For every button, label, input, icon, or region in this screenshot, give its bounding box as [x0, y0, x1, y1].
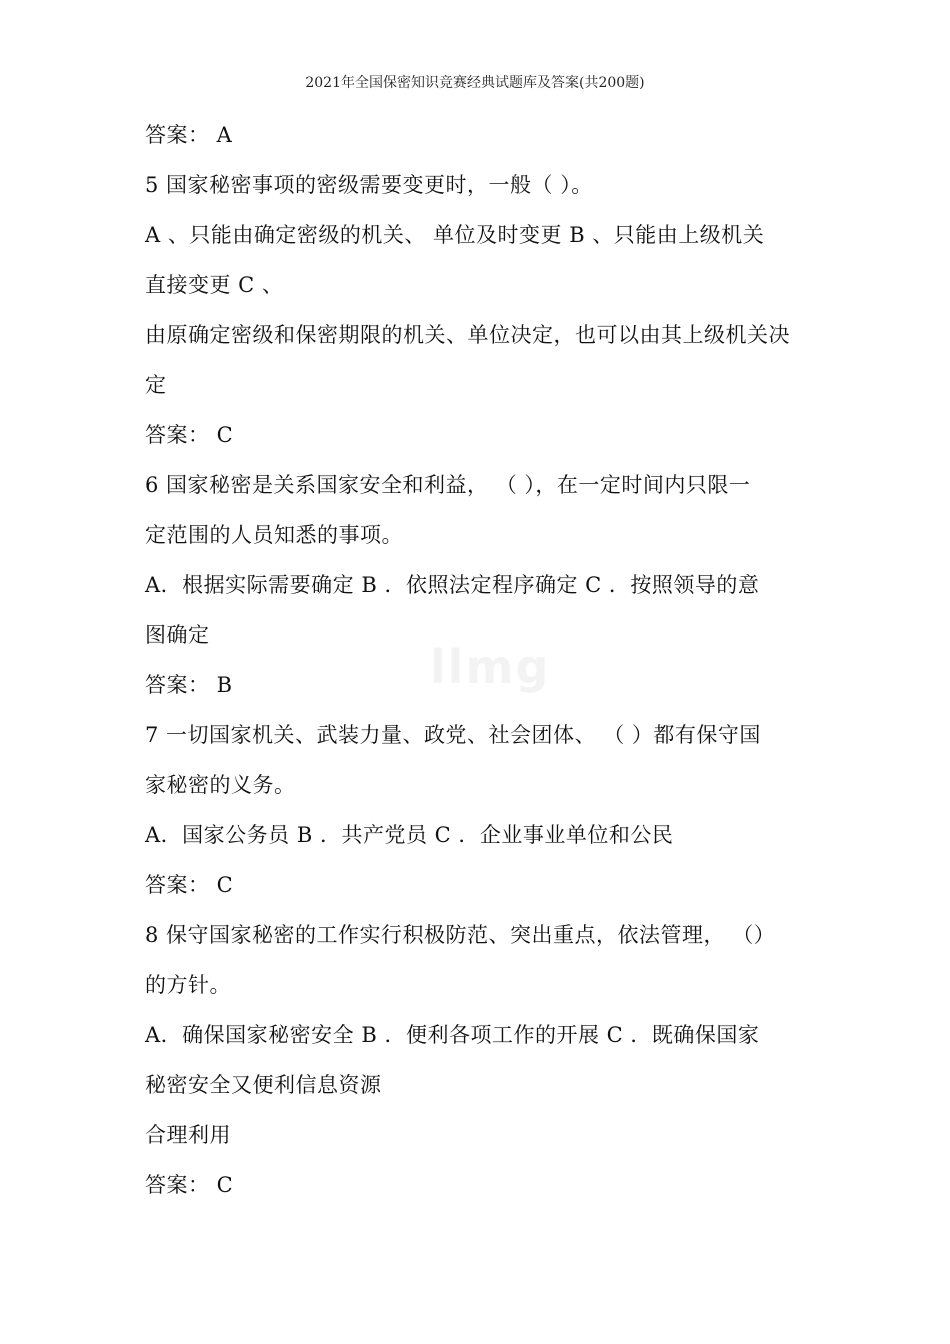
watermark: llmg — [430, 640, 551, 694]
question-line: 5 国家秘密事项的密级需要变更时，一般（ ）。 — [145, 173, 593, 197]
options-line: 定 — [145, 373, 167, 397]
options-line: A 、只能由确定密级的机关、 单位及时变更 B 、只能由上级机关 — [145, 223, 765, 247]
options-line: 秘密安全又便利信息资源 — [145, 1073, 382, 1097]
question-line: 7 一切国家机关、武装力量、政党、社会团体、 （ ）都有保守国 — [145, 723, 761, 747]
document-body — [145, 120, 825, 1220]
answer-line: 答案： C — [145, 423, 234, 447]
question-line: 8 保守国家秘密的工作实行积极防范、突出重点，依法管理， （） — [145, 923, 776, 947]
question-line: 6 国家秘密是关系国家安全和利益， （ ），在一定时间内只限一 — [145, 473, 751, 497]
answer-line: 答案： C — [145, 1173, 234, 1197]
options-line: A．根据实际需要确定 B ．依照法定程序确定 C ．按照领导的意 — [145, 573, 760, 597]
options-line: 图确定 — [145, 623, 210, 647]
options-line: 合理利用 — [145, 1123, 231, 1147]
question-line: 家秘密的义务。 — [145, 773, 296, 797]
options-line: A．国家公务员 B ．共产党员 C ．企业事业单位和公民 — [145, 823, 674, 847]
question-line: 定范围的人员知悉的事项。 — [145, 523, 403, 547]
page-header: 2021年全国保密知识竞赛经典试题库及答案(共200题) — [305, 75, 645, 91]
options-line: A．确保国家秘密安全 B ．便利各项工作的开展 C ．既确保国家 — [145, 1023, 760, 1047]
answer-line: 答案： C — [145, 873, 234, 897]
answer-line: 答案： B — [145, 673, 233, 697]
options-line: 由原确定密级和保密期限的机关、单位决定，也可以由其上级机关决 — [145, 323, 790, 347]
answer-line: 答案： A — [145, 123, 233, 147]
question-line: 的方针。 — [145, 973, 231, 997]
options-line: 直接变更 C 、 — [145, 273, 284, 297]
